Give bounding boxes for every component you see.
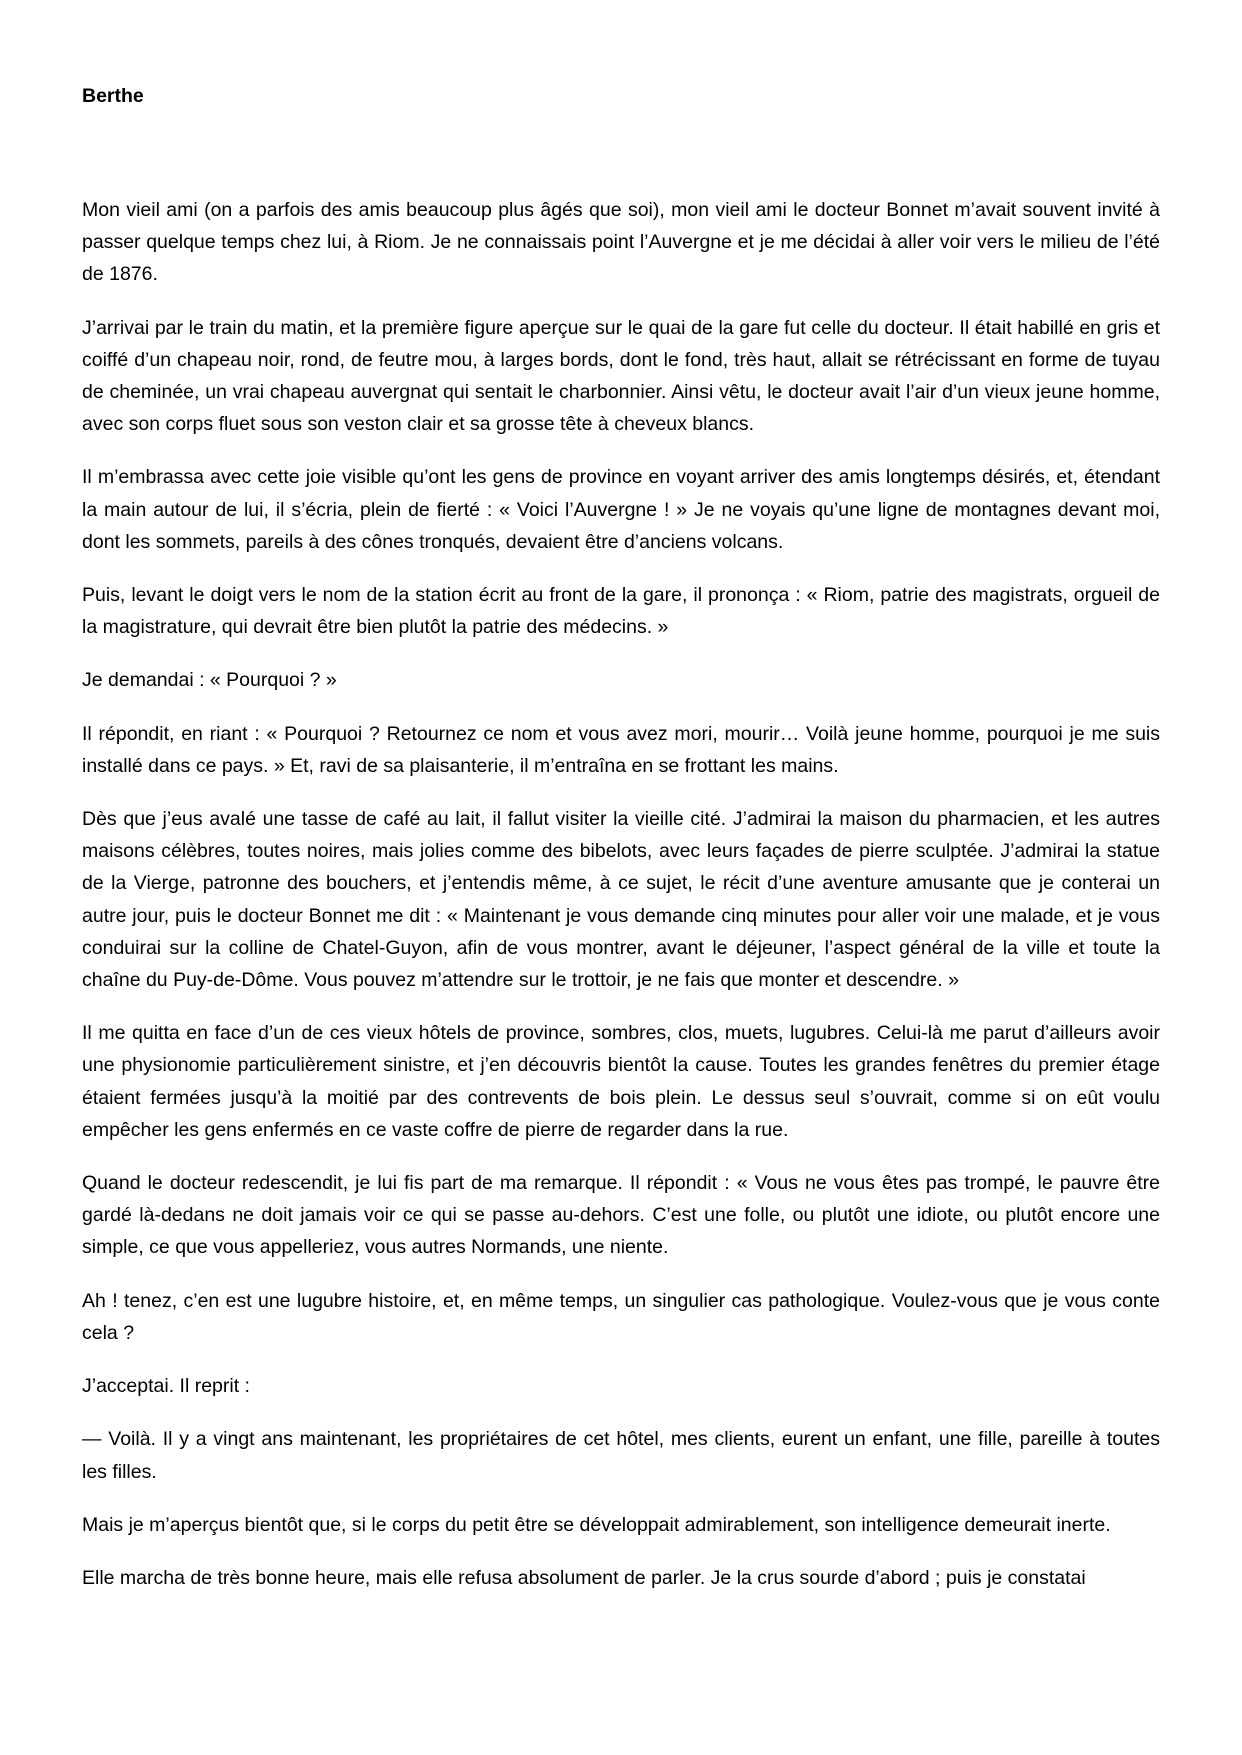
paragraph: Quand le docteur redescendit, je lui fis part de ma remarque. Il répondit : « Vous ne vous êtes pas trompé, le pauvre être gardé là-dedans ne doit jamais voir ce qui se passe au-dehors. C’est une folle, ou plutôt une idiote, ou plutôt encore une simple, ce que vous appelleriez, vous autres Normands, une niente.	[82, 1172, 1160, 1259]
paragraph: — Voilà. Il y a vingt ans maintenant, les propriétaires de cet hôtel, mes clients, eurent un enfant, une fille, pareille à toutes les filles.	[82, 1428, 1160, 1483]
paragraph: Il répondit, en riant : « Pourquoi ? Retournez ce nom et vous avez mori, mourir… Voilà jeune homme, pourquoi je me suis installé dans ce pays. » Et, ravi de sa plaisanterie, il m’entraîna en se frottant les mains.	[82, 722, 1160, 777]
paragraph: Dès que j’eus avalé une tasse de café au lait, il fallut visiter la vieille cité. J’admirai la maison du pharmacien, et les autres maisons célèbres, toutes noires, mais jolies comme des bibelots, avec leurs façades de pierre sculptée. J’admirai la statue de la Vierge, patronne des bouchers, et j’entendis même, à ce sujet, le récit d’une aventure amusante que je conterai un autre jour, puis le docteur Bonnet me dit : « Maintenant je vous demande cinq minutes pour aller voir une malade, et je vous conduirai sur la colline de Chatel-Guyon, afin de vous montrer, avant le déjeuner, l’aspect général de la ville et toute la chaîne du Puy-de-Dôme. Vous pouvez m’attendre sur le trottoir, je ne fais que monter et descendre. »	[82, 808, 1160, 992]
document-page	[82, 80, 1160, 1594]
paragraph: Il m’embrassa avec cette joie visible qu’ont les gens de province en voyant arriver des amis longtemps désirés, et, étendant la main autour de lui, il s’écria, plein de fierté : « Voici l’Auvergne ! » Je ne voyais qu’une ligne de montagnes devant moi, dont les sommets, pareils à des cônes tronqués, devaient être d’anciens volcans.	[82, 466, 1160, 553]
paragraph: Mon vieil ami (on a parfois des amis beaucoup plus âgés que soi), mon vieil ami le docteur Bonnet m’avait souvent invité à passer quelque temps chez lui, à Riom. Je ne connaissais point l’Auvergne et je me décidai à aller voir vers le milieu de l’été de 1876.	[82, 199, 1160, 286]
paragraph: Il me quitta en face d’un de ces vieux hôtels de province, sombres, clos, muets, lugubres. Celui-là me parut d’ailleurs avoir une physionomie particulièrement sinistre, et j’en découvris bientôt la cause. Toutes les grandes fenêtres du premier étage étaient fermées jusqu’à la moitié par des contrevents de bois plein. Le dessus seul s’ouvrait, comme si on eût voulu empêcher les gens enfermés en ce vaste coffre de pierre de regarder dans la rue.	[82, 1022, 1160, 1141]
paragraph: J’arrivai par le train du matin, et la première figure aperçue sur le quai de la gare fut celle du docteur. Il était habillé en gris et coiffé d’un chapeau noir, rond, de feutre mou, à larges bords, dont le fond, très haut, allait se rétrécissant en forme de tuyau de cheminée, un vrai chapeau auvergnat qui sentait le charbonnier. Ainsi vêtu, le docteur avait l’air d’un vieux jeune homme, avec son corps fluet sous son veston clair et sa grosse tête à cheveux blancs.	[82, 316, 1160, 436]
document-title: Berthe	[82, 85, 144, 107]
paragraph: Ah ! tenez, c’en est une lugubre histoire, et, en même temps, un singulier cas pathologique. Voulez-vous que je vous conte cela ?	[82, 1289, 1160, 1344]
paragraph: J’acceptai. Il reprit :	[82, 1375, 250, 1398]
paragraph: Mais je m’aperçus bientôt que, si le corps du petit être se développait admirablement, son intelligence demeurait inerte.	[82, 1513, 1111, 1536]
paragraph: Elle marcha de très bonne heure, mais elle refusa absolument de parler. Je la crus sourde d’abord ; puis je constatai	[82, 1566, 1086, 1589]
paragraph: Je demandai : « Pourquoi ? »	[82, 669, 337, 692]
paragraph: Puis, levant le doigt vers le nom de la station écrit au front de la gare, il prononça : « Riom, patrie des magistrats, orgueil de la magistrature, qui devrait être bien plutôt la patrie des médecins. »	[82, 584, 1160, 639]
